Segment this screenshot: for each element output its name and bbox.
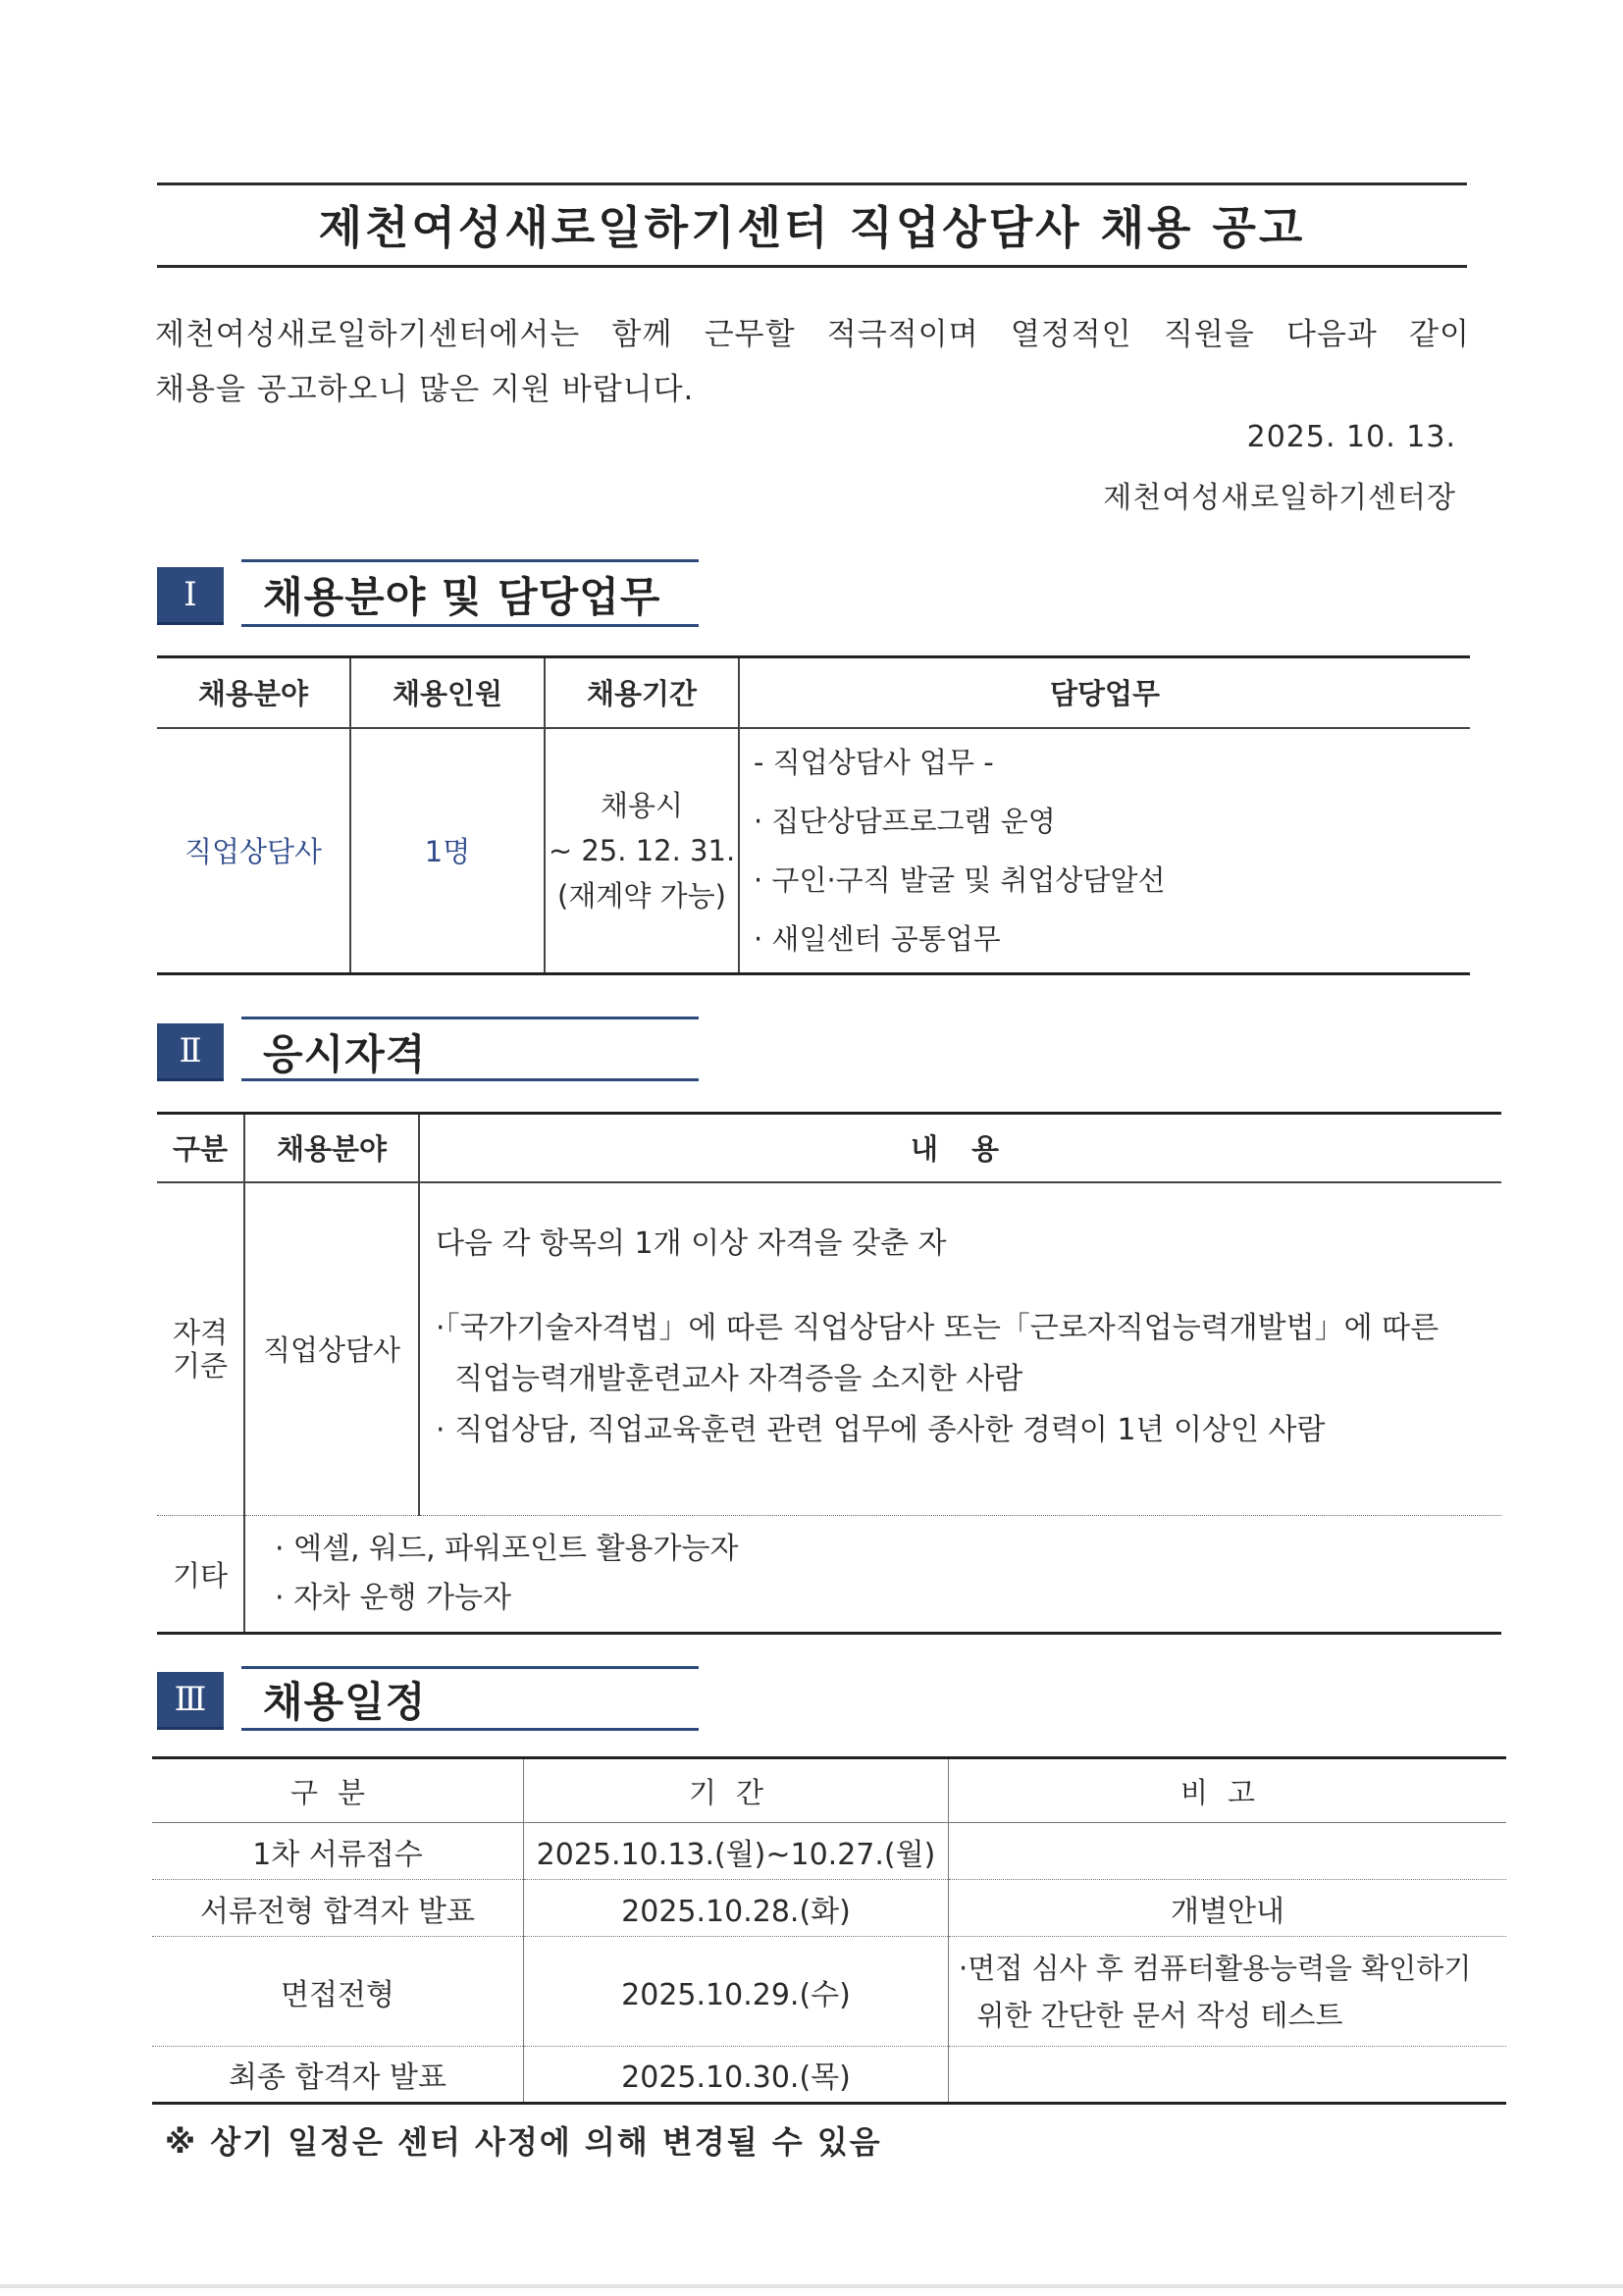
period-cell: 2025.10.13.(월)~10.27.(월) — [524, 1823, 949, 1880]
note-cell — [949, 2047, 1507, 2104]
schedule-footnote: ※ 상기 일정은 센터 사정에 의해 변경될 수 있음 — [165, 2123, 882, 2161]
header-field: 채용분야 — [244, 1114, 419, 1182]
section-3-bottom-line — [241, 1728, 699, 1731]
section-2-title: 응시자격 — [263, 1030, 427, 1078]
table-row — [152, 1937, 1506, 2047]
etc-item: · 자차 운행 가능자 — [275, 1581, 512, 1615]
schedule-table — [152, 1756, 1506, 2105]
section-1-title: 채용분야 및 담당업무 — [263, 573, 661, 621]
stage-cell: 1차 서류접수 — [252, 1837, 423, 1872]
duty-item: · 새일센터 공통업무 — [754, 921, 1001, 956]
duty-item: - 직업상담사 업무 - — [754, 745, 994, 779]
qualification-table — [157, 1112, 1501, 1635]
header-count: 채용인원 — [350, 657, 545, 728]
section-2-top-line — [241, 1017, 699, 1019]
period-cell: 2025.10.29.(수) — [524, 1937, 949, 2047]
note-cell: ·면접 심사 후 컴퓨터활용능력을 확인하기 위한 간단한 문서 작성 테스트 — [949, 1937, 1507, 2047]
header-duties: 담당업무 — [739, 657, 1470, 728]
criteria-item: · 직업상담, 직업교육훈련 관련 업무에 종사한 경력이 1년 이상인 사람 — [436, 1412, 1326, 1447]
etc-label: 기타 — [172, 1558, 229, 1592]
period-line: (재계약 가능) — [557, 878, 726, 913]
section-3-title: 채용일정 — [263, 1678, 427, 1726]
section-2-number: Ⅱ — [157, 1023, 224, 1081]
section-3-top-line — [241, 1666, 699, 1669]
header-stage: 구분 — [289, 1775, 386, 1809]
criteria-item: 직업능력개발훈련교사 자격증을 소지한 사람 — [436, 1361, 1023, 1396]
duties-cell — [739, 728, 1470, 974]
note-cell: 개별안내 — [949, 1880, 1507, 1937]
table-row — [152, 1823, 1506, 1880]
table-row — [152, 1880, 1506, 1937]
period-line: 채용시 — [600, 788, 684, 822]
notice-signer: 제천여성새로일하기센터장 — [1103, 481, 1456, 515]
count-value: 1명 — [350, 728, 545, 974]
period-line: ~ 25. 12. 31. — [548, 833, 736, 867]
notice-date: 2025. 10. 13. — [1246, 420, 1456, 454]
criteria-label: 자격 기준 — [172, 1315, 229, 1383]
table-row — [152, 2047, 1506, 2104]
title-top-rule — [157, 183, 1467, 185]
intro-line-1: 제천여성새로일하기센터에서는 함께 근무할 적극적이며 열정적인 직원을 다음과 같이 — [155, 317, 1470, 352]
recruitment-field-table — [157, 655, 1470, 975]
period-value — [545, 728, 739, 974]
header-content: 내 용 — [419, 1114, 1501, 1182]
title-bottom-rule — [157, 265, 1467, 268]
header-category: 구분 — [172, 1132, 229, 1167]
field-value: 직업상담사 — [183, 835, 323, 869]
section-2-bottom-line — [241, 1078, 699, 1081]
header-note: 비고 — [949, 1758, 1507, 1823]
criteria-lead: 다음 각 항목의 1개 이상 자격을 갖춘 자 — [436, 1226, 947, 1261]
stage-cell: 서류전형 합격자 발표 — [200, 1894, 475, 1929]
section-1-bottom-line — [241, 624, 699, 627]
page-bottom-edge — [0, 2284, 1623, 2288]
header-period: 기간 — [524, 1758, 949, 1823]
etc-content — [244, 1516, 1501, 1634]
intro-paragraph — [155, 307, 1470, 417]
section-1-number: Ⅰ — [157, 567, 224, 625]
duty-item: · 구인·구직 발굴 및 취업상담알선 — [754, 862, 1166, 897]
criteria-field: 직업상담사 — [244, 1182, 419, 1516]
section-1-top-line — [241, 559, 699, 562]
page-title: 제천여성새로일하기센터 직업상담사 채용 공고 — [318, 201, 1306, 254]
header-field: 채용분야 — [197, 677, 309, 711]
stage-cell: 최종 합격자 발표 — [229, 2061, 446, 2095]
stage-cell: 면접전형 — [281, 1977, 394, 2012]
period-cell: 2025.10.28.(화) — [524, 1880, 949, 1937]
criteria-item: ·「국가기술자격법」에 따른 직업상담사 또는「근로자직업능력개발법」에 따른 — [436, 1310, 1440, 1345]
section-3-number: Ⅲ — [157, 1672, 224, 1730]
intro-line-2: 채용을 공고하오니 많은 지원 바랍니다. — [155, 372, 695, 407]
header-period: 채용기간 — [545, 657, 739, 728]
period-cell: 2025.10.30.(목) — [524, 2047, 949, 2104]
duty-item: · 집단상담프로그램 운영 — [754, 804, 1056, 838]
criteria-content — [419, 1182, 1501, 1516]
note-cell — [949, 1823, 1507, 1880]
etc-item: · 엑셀, 워드, 파워포인트 활용가능자 — [275, 1532, 739, 1566]
